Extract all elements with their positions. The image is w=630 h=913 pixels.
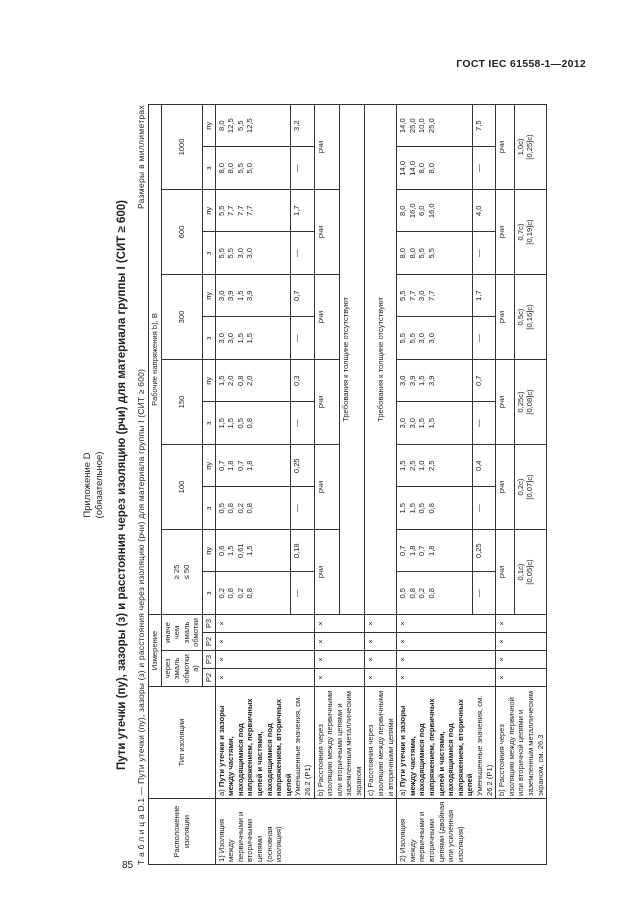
mark-cell: × — [496, 633, 547, 651]
appendix-status: (обязательное) — [94, 451, 105, 519]
rchi-cell: — — [291, 147, 314, 190]
rchi-cell: — — [291, 572, 314, 615]
col-type-header: Тип изоляции — [149, 687, 216, 799]
rchi-label: рчи — [314, 275, 339, 360]
creepage-table — [148, 104, 547, 865]
mark-cell: × — [397, 669, 496, 687]
value-cell: 1,0c) [0,25]c) — [514, 104, 547, 189]
other-enamel-header: иначе чем эмаль обмотки — [161, 615, 202, 651]
mark-cell: × — [314, 615, 365, 633]
pu-header: пу — [202, 104, 215, 147]
voltage-25-50: ≥ 25 ≤ 50 — [161, 530, 202, 615]
page-number: 85 — [122, 860, 134, 871]
standard-header: ГОСТ IEC 61558-1—2012 — [456, 58, 586, 70]
sec1-a-type: а) Пути утечки и зазоры между частями, находящимися под напряжением, первичных цепей и частями, находящимися под напряжением, вторичных цепей Уменьшенные значения, см. 26.2 (P1) — [215, 687, 314, 799]
rchi-cell: — — [473, 232, 496, 275]
rchi-cell: 0,4 — [473, 445, 496, 488]
through-enamel-header: через эмаль обмотки a) — [161, 651, 202, 687]
rchi-cell: 4,0 — [473, 190, 496, 233]
z-header: з — [202, 402, 215, 445]
pu-header: пу — [202, 360, 215, 403]
value-cell: 0,5 0,8 0,2 0,8 — [397, 572, 473, 615]
z-header: з — [202, 487, 215, 530]
rchi-label: рчи — [496, 190, 514, 275]
rchi-cell: — — [473, 487, 496, 530]
col-voltage-header: Рабочие напряжения b), В — [149, 104, 162, 614]
sec2-b-type: b) Расстояния через изоляцию между первичной или вторичной цепями и заземленным металлическим экраном, см. 26.3 — [496, 687, 547, 799]
sec2-location: 2) Изоляция между первичными и вторичными цепями (двойная или усиленная изоляция) — [397, 799, 547, 865]
rchi-cell: 7,5 — [473, 104, 496, 147]
mark-cell: × — [365, 669, 397, 687]
rchi-label: рчи — [314, 445, 339, 530]
value-cell: 14,0 25,0 10,0 25,0 — [397, 104, 473, 147]
voltage-150: 150 — [161, 360, 202, 445]
rchi-label: рчи — [496, 360, 514, 445]
mark-cell: × — [215, 651, 314, 669]
mark-cell: × — [215, 615, 314, 633]
value-cell: 0,7 1,8 0,7 1,8 — [397, 530, 473, 573]
rchi-cell: — — [473, 402, 496, 445]
table-caption: Т а б л и ц а D.1 — Пути утечки (пу), зазоры (з) и расстояния через изоляцию (рчи) для материала группы I (СИТ ≥ 600) — [136, 368, 146, 865]
rchi-cell: 0,18 — [291, 530, 314, 573]
value-cell: 8,0 12,5 5,5 12,5 — [215, 104, 291, 147]
rchi-cell: 0,7 — [473, 360, 496, 403]
value-cell: 0,1c) [0,05]c) — [514, 530, 547, 615]
mark-cell: × — [215, 633, 314, 651]
mark-cell: × — [365, 651, 397, 669]
col-measure-header: Измерение — [149, 615, 162, 687]
rchi-label: рчи — [496, 275, 514, 360]
value-cell: 5,5 5,5 3,0 3,0 — [215, 232, 291, 275]
rchi-cell: 0,25 — [473, 530, 496, 573]
value-cell: 0,2 0,8 0,2 0,8 — [215, 572, 291, 615]
value-cell: 5,5 7,7 3,0 7,7 — [397, 275, 473, 318]
value-cell: 0,25c) [0,08]c) — [514, 360, 547, 445]
rchi-label: рчи — [314, 360, 339, 445]
voltage-300: 300 — [161, 275, 202, 360]
rchi-label: рчи — [496, 530, 514, 615]
value-cell: 0,5c) [0,16]c) — [514, 275, 547, 360]
rchi-cell: — — [291, 487, 314, 530]
p-label: P3 — [202, 615, 215, 633]
p-label: P3 — [202, 651, 215, 669]
mark-cell: × — [397, 615, 496, 633]
value-cell: 3,0 3,9 1,5 3,9 — [397, 360, 473, 403]
rchi-cell: 3,2 — [291, 104, 314, 147]
value-cell: 5,5 7,7 7,7 7,7 — [215, 190, 291, 233]
value-cell: 8,0 8,0 5,5 5,5 — [397, 232, 473, 275]
value-cell: 1,5 2,0 0,8 2,0 — [215, 360, 291, 403]
rchi-label: рчи — [496, 104, 514, 189]
main-title: Пути утечки (пу), зазоры (з) и расстояния через изоляцию (рчи) для материала группы I (СИТ ≥ 600) — [116, 199, 128, 771]
z-header: з — [202, 232, 215, 275]
rchi-cell: — — [473, 572, 496, 615]
mark-cell: × — [215, 669, 314, 687]
rchi-cell: 0,3 — [291, 360, 314, 403]
rchi-cell: — — [291, 317, 314, 360]
appendix-heading — [82, 105, 106, 865]
header-row-1 — [149, 104, 162, 864]
col-location-header: Расположение изоляции — [149, 799, 216, 865]
mark-cell: × — [496, 669, 547, 687]
pu-header: пу — [202, 190, 215, 233]
mark-cell: × — [496, 615, 547, 633]
value-cell: 3,0 3,0 1,5 1,5 — [397, 402, 473, 445]
value-cell: 0,7 1,8 0,7 1,8 — [215, 445, 291, 488]
voltage-600: 600 — [161, 190, 202, 275]
rotated-page-content — [82, 105, 562, 865]
mark-cell: × — [314, 651, 365, 669]
appendix-title: Приложение D — [82, 452, 93, 518]
units-note: Размеры в миллиметрах — [136, 105, 146, 210]
value-cell: 1,5 1,5 0,5 0,8 — [397, 487, 473, 530]
value-cell: 14,0 14,0 8,0 8,0 — [397, 147, 473, 190]
sec1-row-b-label — [314, 104, 339, 864]
sec2-row-a — [397, 104, 473, 864]
value-cell: 8,0 16,0 6,0 16,0 — [397, 190, 473, 233]
mark-cell: × — [496, 651, 547, 669]
pu-header: пу — [202, 530, 215, 573]
rchi-cell: — — [473, 317, 496, 360]
rchi-cell: — — [291, 232, 314, 275]
no-requirement-note: Требования к толщине отсутствуют — [365, 104, 397, 614]
p-label: P2 — [202, 633, 215, 651]
value-cell: 1,5 1,5 0,5 0,8 — [215, 402, 291, 445]
rchi-cell: 0,25 — [291, 445, 314, 488]
mark-cell: × — [314, 669, 365, 687]
value-cell: 0,2c) [0,07]c) — [514, 445, 547, 530]
pu-header: пу — [202, 445, 215, 488]
value-cell: 3,0 3,0 1,5 1,5 — [215, 317, 291, 360]
value-cell: 5,5 5,5 3,0 3,0 — [397, 317, 473, 360]
value-cell: 3,0 3,9 1,5 3,9 — [215, 275, 291, 318]
mark-cell: × — [397, 651, 496, 669]
sec1-row-a — [215, 104, 291, 864]
mark-cell: × — [365, 615, 397, 633]
pu-header: пу — [202, 275, 215, 318]
no-requirement-note: Требования к толщине отсутствуют — [339, 104, 364, 614]
rchi-cell: — — [291, 402, 314, 445]
rchi-label: рчи — [314, 190, 339, 275]
rchi-label: рчи — [314, 104, 339, 189]
value-cell: 0,6 1,5 0,61 1,5 — [215, 530, 291, 573]
value-cell: 0,7c) [0,19]c) — [514, 190, 547, 275]
value-cell: 8,0 8,0 5,5 5,0 — [215, 147, 291, 190]
mark-cell: × — [314, 633, 365, 651]
sec1-c-type: c) Расстояния через изоляцию между первичными и вторичными цепями — [365, 687, 397, 799]
mark-cell: × — [365, 633, 397, 651]
voltage-100: 100 — [161, 445, 202, 530]
z-header: з — [202, 572, 215, 615]
sec1-b-type: b) Расстояния через изоляцию между первичными или вторичными цепями и заземленным металлическим экраном — [314, 687, 365, 799]
value-cell: 1,5 2,5 1,0 2,5 — [397, 445, 473, 488]
voltage-1000: 1000 — [161, 104, 202, 189]
value-cell: 0,5 0,8 0,2 0,8 — [215, 487, 291, 530]
p-label: P2 — [202, 669, 215, 687]
rchi-label: рчи — [496, 445, 514, 530]
sec2-a-type: а) Пути утечки и зазоры между частями, находящимися под напряжением, первичных цепей и частями, находящимися под напряжением, вторичных цепей Уменьшенные значения, см. 26.2 (P1) — [397, 687, 496, 799]
rchi-cell: — — [473, 147, 496, 190]
rchi-cell: 1,7 — [473, 275, 496, 318]
sec1-location: 1) Изоляция между первичными и вторичными цепями (основная изоляция) — [215, 799, 397, 865]
z-header: з — [202, 147, 215, 190]
mark-cell: × — [397, 633, 496, 651]
rchi-cell: 0,7 — [291, 275, 314, 318]
rchi-label: рчи — [314, 530, 339, 615]
sec2-row-b-label — [496, 104, 514, 864]
rchi-cell: 1,7 — [291, 190, 314, 233]
z-header: з — [202, 317, 215, 360]
